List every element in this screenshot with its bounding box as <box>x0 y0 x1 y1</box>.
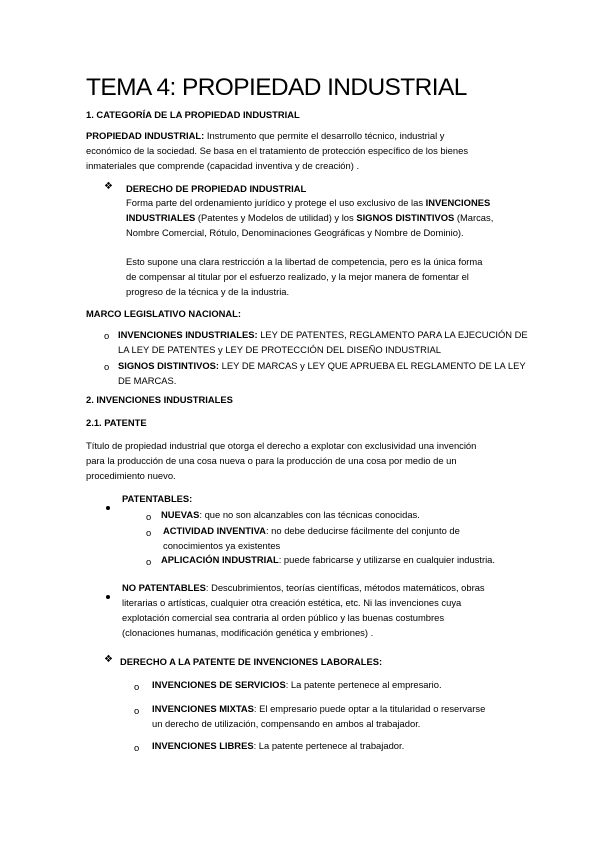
subsection-heading-patente: 2.1. PATENTE <box>86 417 147 428</box>
text-line: : Descubrimientos, teorías científicas, métodos matemáticos, obras <box>205 582 485 593</box>
diamond-bullet-icon: ❖ <box>104 181 113 192</box>
text-line: DE MARCAS. <box>118 375 177 386</box>
text-line: para la producción de una cosa nueva o para la producción de una cosa por medio de un <box>86 455 457 466</box>
term-invenciones-servicios: INVENCIONES DE SERVICIOS <box>152 679 286 690</box>
text-line: : El empresario puede optar a la titularidad o reservarse <box>253 703 486 714</box>
diamond-bullet-icon: ❖ <box>104 654 113 665</box>
text-line: progreso de la técnica y de la industria. <box>126 286 290 297</box>
text-line: : La patente pertenece al empresario. <box>285 679 442 690</box>
term-invenciones-libres: INVENCIONES LIBRES <box>152 740 254 751</box>
text-line: (Patentes y Modelos de utilidad) y los <box>195 212 357 223</box>
text-line: (clonaciones humanas, modificación genética y embriones) . <box>122 627 374 638</box>
term-invenciones-mixtas: INVENCIONES MIXTAS <box>152 703 254 714</box>
derecho-heading: DERECHO DE PROPIEDAD INDUSTRIAL <box>126 183 307 194</box>
list-item-signos <box>118 358 526 388</box>
paragraph-patente <box>86 438 476 483</box>
term-actividad-inventiva: ACTIVIDAD INVENTIVA <box>163 525 266 536</box>
term-nuevas: NUEVAS <box>161 509 200 520</box>
text-line: Instrumento que permite el desarrollo técnico, industrial y <box>204 130 445 141</box>
term-aplicacion-industrial: APLICACIÓN INDUSTRIAL <box>161 554 279 565</box>
term-invenciones: INVENCIONES <box>425 197 491 208</box>
text-line: literarias o artísticas, cualquier otra creación estética, etc. Ni las invenciones cuya <box>122 597 462 608</box>
term-invenciones-industriales: INVENCIONES INDUSTRIALES: <box>118 329 258 340</box>
laborales-heading: DERECHO A LA PATENTE DE INVENCIONES LABORALES: <box>120 656 383 667</box>
page-title: TEMA 4: PROPIEDAD INDUSTRIAL <box>86 74 467 101</box>
dot-bullet-icon <box>106 497 110 515</box>
list-item-invenciones <box>118 327 528 357</box>
paragraph-propiedad-industrial <box>86 128 468 173</box>
text-line: Título de propiedad industrial que otorga el derecho a explotar con exclusividad una invención <box>86 440 477 451</box>
text-line: Nombre Comercial, Rótulo, Denominaciones Geográficas y Nombre de Dominio). <box>126 227 464 238</box>
text-line: : que no son alcanzables con las técnicas conocidas. <box>199 509 420 520</box>
circle-bullet-icon: o <box>134 705 140 716</box>
patentables-heading: PATENTABLES: <box>122 493 193 504</box>
paragraph-no-patentables <box>122 580 485 640</box>
term-signos: SIGNOS DISTINTIVOS <box>356 212 455 223</box>
paragraph-restriccion <box>126 254 482 299</box>
text-line: LA LEY DE PATENTES y LEY DE PROTECCIÓN DEL DISEÑO INDUSTRIAL <box>118 344 441 355</box>
section-heading-2: 2. INVENCIONES INDUSTRIALES <box>86 394 233 405</box>
term-industriales: INDUSTRIALES <box>126 212 196 223</box>
text-line: explotación comercial sea contraria al orden público y las buenas costumbres <box>122 612 445 623</box>
section-heading-1: 1. CATEGORÍA DE LA PROPIEDAD INDUSTRIAL <box>86 109 300 120</box>
term-no-patentables: NO PATENTABLES <box>122 582 206 593</box>
text-line: Forma parte del ordenamiento jurídico y protege el uso exclusivo de las <box>126 197 426 208</box>
term-propiedad-industrial: PROPIEDAD INDUSTRIAL: <box>86 130 205 141</box>
list-item-aplicacion <box>161 552 495 567</box>
circle-bullet-icon: o <box>146 527 152 538</box>
list-item-actividad <box>163 523 460 553</box>
circle-bullet-icon: o <box>134 681 140 692</box>
circle-bullet-icon: o <box>104 361 110 372</box>
dot-bullet-icon <box>106 586 110 604</box>
list-item-libres <box>152 738 404 753</box>
text-line: LEY DE MARCAS y LEY QUE APRUEBA EL REGLAMENTO DE LA LEY <box>219 360 526 371</box>
circle-bullet-icon: o <box>104 330 110 341</box>
paragraph-derecho <box>126 195 493 240</box>
text-line: inmateriales que comprende (capacidad inventiva y de creación) . <box>86 160 360 171</box>
term-signos-distintivos: SIGNOS DISTINTIVOS: <box>118 360 220 371</box>
circle-bullet-icon: o <box>146 556 152 567</box>
text-line: : no debe deducirse fácilmente del conjunto de <box>265 525 460 536</box>
text-line: de compensar al titular por el esfuerzo realizado, y la mejor manera de fomentar el <box>126 271 469 282</box>
text-line: económico de la sociedad. Se basa en el tratamiento de protección específico de los bienes <box>86 145 469 156</box>
text-line: Esto supone una clara restricción a la libertad de competencia, pero es la única forma <box>126 256 483 267</box>
text-line: conocimientos ya existentes <box>163 540 281 551</box>
text-line: : La patente pertenece al trabajador. <box>253 740 405 751</box>
text-line: (Marcas, <box>454 212 494 223</box>
list-item-nuevas <box>161 507 420 522</box>
text-line: : puede fabricarse y utilizarse en cualquier industria. <box>278 554 495 565</box>
circle-bullet-icon: o <box>134 742 140 753</box>
text-line: procedimiento nuevo. <box>86 470 176 481</box>
text-line: un derecho de utilización, compensando en ambos al trabajador. <box>152 718 421 729</box>
marco-heading: MARCO LEGISLATIVO NACIONAL: <box>86 308 242 319</box>
list-item-mixtas <box>152 701 485 731</box>
list-item-servicios <box>152 677 442 692</box>
text-line: LEY DE PATENTES, REGLAMENTO PARA LA EJECUCIÓN DE <box>257 329 528 340</box>
circle-bullet-icon: o <box>146 511 152 522</box>
